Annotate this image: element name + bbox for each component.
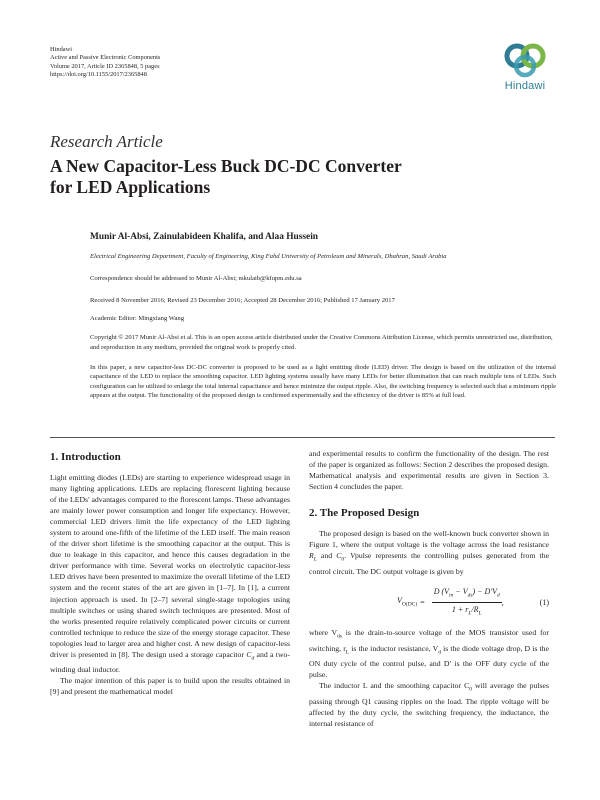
article-type: Research Article xyxy=(50,132,163,151)
correspondence: Correspondence should be addressed to Munir Al-Absi; mkulaib@kfupm.edu.sa xyxy=(90,275,302,282)
copyright-notice: Copyright © 2017 Munir Al-Absi et al. This is an open access article distributed under the Creative Commons Attribution License, which permits unrestricted use, distribution, and reproduction in any medium, provided the original work is properly cited. xyxy=(90,334,553,351)
publisher-name: Hindawi xyxy=(50,46,73,53)
design-paragraph-2: where $V_{ds}$ is the drain-to-source voltage of the MOS transistor used for switching, $r_L$ is the inductor resistance, $V_d$ is the diode voltage drop, D is the ON duty cycle of the control pulse, and D′ is the OFF duty cycle of the pulse. xyxy=(309,627,549,680)
left-column xyxy=(50,450,290,697)
section-divider xyxy=(50,437,555,438)
academic-editor: Academic Editor: Mingxiang Wang xyxy=(90,315,185,322)
equation-1 xyxy=(309,585,549,621)
intro-paragraph-1: Light emitting diodes (LEDs) are starting to experience widespread usage in many lighting applications. LEDs are replacing florescent lighting because of the LEDs' advantages compared to the florescent lamps. These advantages are mainly lower power consumption and longer life expectancy. However, commercial LED drivers limit the life expectancy of the LED lighting system to around one-fifth of the lifetime of the LED itself. The main reason of the driver short lifetime is the smoothing capacitor at the output. This is due to leakage in this capacitor, and hence this causes degradation in the driver performance with time. Several works on electrolytic capacitor-less LED drives have been presented to maximize the overall lifetime of the LED system and the recent states of the art are given in [1–7]. In [1], a current injection approach is used. In [2–7] several single-stage topologies using multiple switches or using shared switch techniques are presented. Most of the works presented require relatively complicated power circuits or current controlled technique to reduce the size of the energy storage capacitor. These topologies lead to larger area and higher cost. A new design of capacitor-less driver is presented in [8]. The design used a storage capacitor $C_d$ and a two-winding dual inductor. xyxy=(50,473,291,675)
page-title xyxy=(50,156,550,198)
author-list: Munir Al-Absi, Zainulabideen Khalifa, and Alaa Hussein xyxy=(90,232,319,242)
proposed-design-heading: 2. The Proposed Design xyxy=(309,507,420,520)
article-dates: Received 8 November 2016; Revised 23 December 2016; Accepted 28 December 2016; Published 17 January 2017 xyxy=(90,297,395,304)
right-column xyxy=(309,448,549,729)
introduction-heading: 1. Introduction xyxy=(50,451,121,463)
right-paragraph-0: and experimental results to confirm the functionality of the design. The rest of the paper is organized as follows: Section 2 describes the proposed design. Mathematical analysis and experimental results are given in Section 3. Section 4 concludes the paper. xyxy=(309,449,549,492)
logo-text: Hindawi xyxy=(504,80,546,92)
design-paragraph-1: The proposed design is based on the well-known buck converter shown in Figure 1, where the output voltage is the voltage across the load resistance $R_L$ and $C_0$. Vpulse represents the controlling pulses generated from the control circuit. The DC output voltage is given by xyxy=(309,529,550,576)
volume-info: Volume 2017, Article ID 2365848, 5 pages xyxy=(50,62,160,70)
journal-header xyxy=(50,46,160,80)
design-paragraph-3: The inductor L and the smoothing capacitor $C_0$ will average the pulses passing through Q1 causing ripples on the load. The ripple voltage will be affected by the duty cycle, the switching frequency, the inductance, the internal resistance of xyxy=(309,681,549,728)
intro-paragraph-2: The major intention of this paper is to build upon the results obtained in [9] and present the mathematical model xyxy=(50,676,290,697)
title-line-2: for LED Applications xyxy=(50,177,211,197)
abstract: In this paper, a new capacitor-less DC-DC converter is proposed to be used as a light emitting diode (LED) driver. The design is based on the utilization of the internal capacitance of the LED to replace the smoothing capacitor. LED lighting systems usually have many LEDs for better illumination that can reach multiple tens of LEDs. Such configuration can be utilized to enlarge the total internal capacitance and hence minimize the output ripple. Also, the switching frequency is selected such that a minimum ripple appears at the output. The functionality of the proposed design is confirmed experimentally and the efficiency of the driver is 85% at full load. xyxy=(90,364,556,399)
hindawi-logo xyxy=(495,40,555,110)
hindawi-logo-icon xyxy=(503,40,547,80)
journal-name: Active and Passive Electronic Components xyxy=(50,54,161,62)
affiliation: Electrical Engineering Department, Faculty of Engineering, King Fahd University of Petroleum and Minerals, Dhahran, Saudi Arabia xyxy=(90,253,447,260)
equation-body: $V_{O(DC)}$ = $\frac{D (V_{in} - V_{ds}) - D'V_d}{1 + r_L/R_L}$ , xyxy=(397,586,504,618)
equation-number: (1) xyxy=(539,598,549,608)
title-line-1: A New Capacitor-Less Buck DC-DC Converter xyxy=(50,156,402,176)
doi-link[interactable]: https://doi.org/10.1155/2017/2365848 xyxy=(50,71,147,79)
